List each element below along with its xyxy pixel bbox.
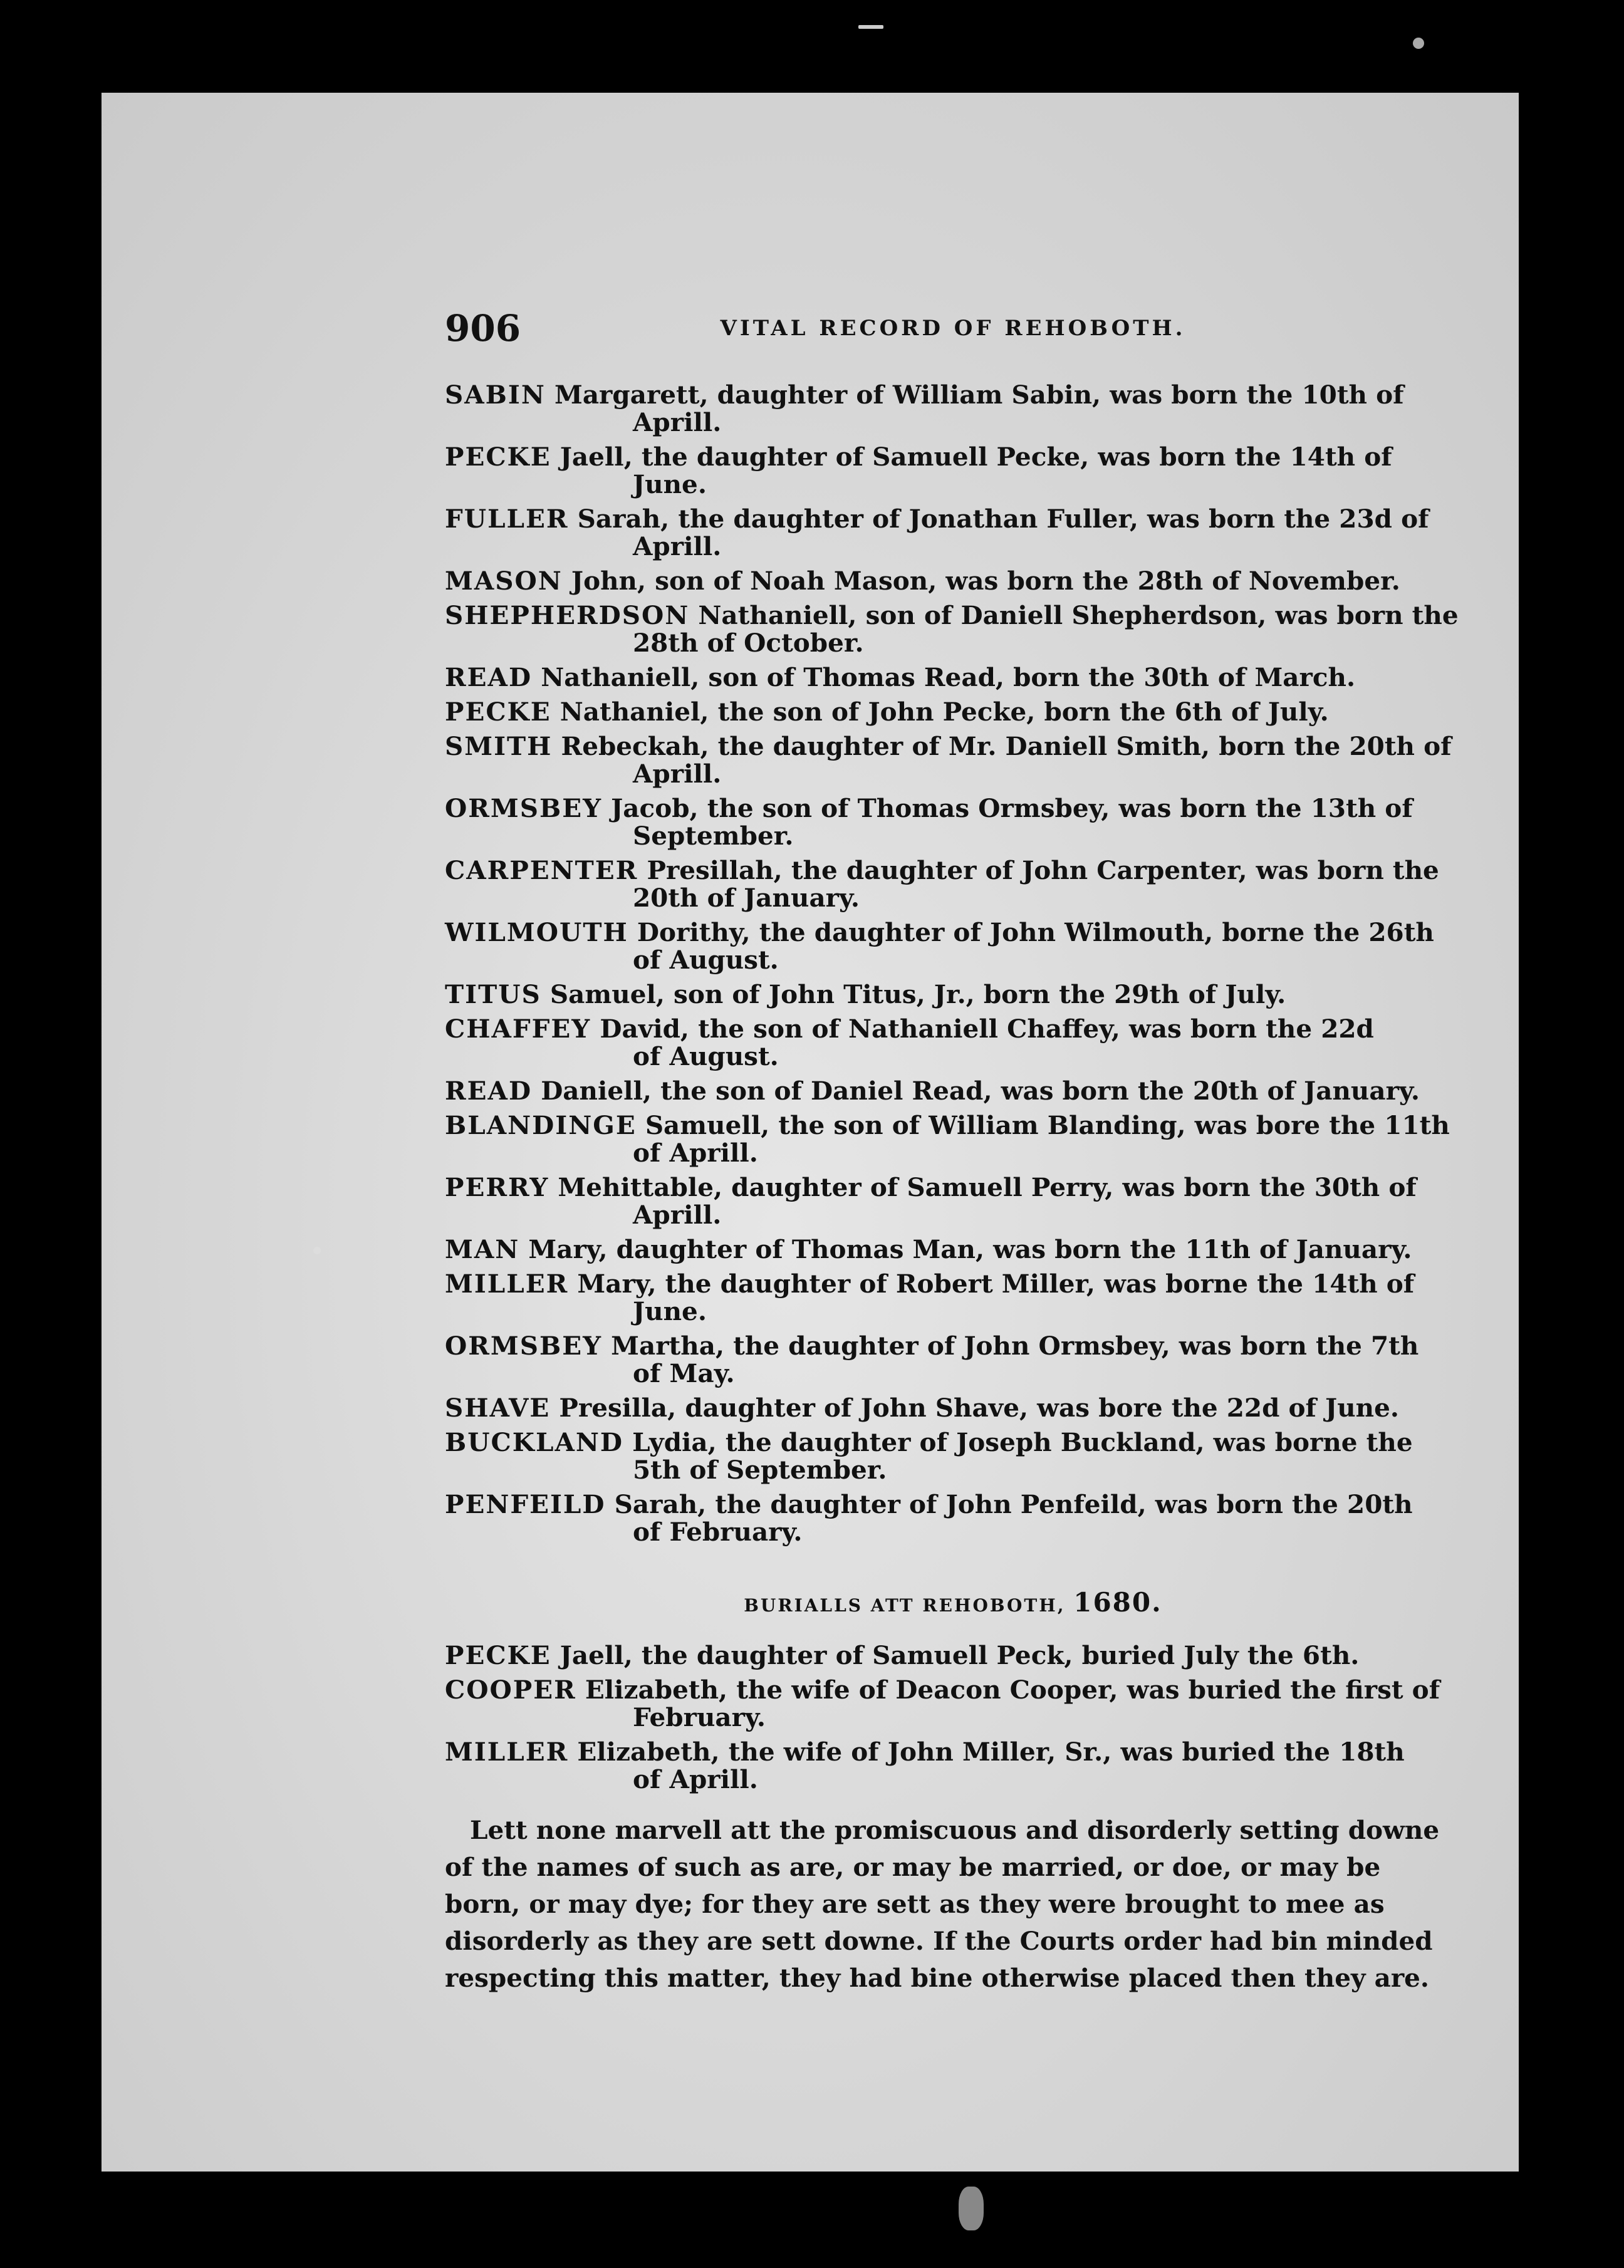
entry-text: Samuell, the son of William Blanding, was bore the 11th	[645, 1110, 1450, 1140]
entry-continuation: Aprill.	[633, 1200, 722, 1230]
entry-text: Dorithy, the daughter of John Wilmouth, borne the 26th	[637, 917, 1434, 947]
entry-continuation: 5th of September.	[633, 1455, 887, 1485]
surname: BUCKLAND	[445, 1427, 624, 1457]
entry-text: Jacob, the son of Thomas Ormsbey, was born the 13th of	[611, 793, 1413, 823]
entry-text: Jaell, the daughter of Samuell Peck, buried July the 6th.	[560, 1640, 1360, 1670]
record-entry	[445, 794, 1461, 850]
record-entry	[445, 1428, 1461, 1484]
burials-year: 1680.	[1073, 1587, 1162, 1618]
entry-continuation: of February.	[633, 1517, 803, 1547]
surname: PECKE	[445, 1640, 551, 1670]
burials-heading	[445, 1587, 1461, 1618]
closing-line: born, or may dye; for they are sett as they were brought to mee as	[445, 1889, 1385, 1919]
entry-continuation: Aprill.	[633, 759, 722, 789]
entry-text: Nathaniell, son of Daniell Shepherdson, was born the	[698, 600, 1459, 630]
record-entry	[445, 1490, 1461, 1546]
entry-text: Lydia, the daughter of Joseph Buckland, was borne the	[632, 1427, 1413, 1457]
entry-text: Mehittable, daughter of Samuell Perry, was born the 30th of	[558, 1172, 1417, 1202]
entry-continuation: Aprill.	[633, 407, 722, 437]
entry-text: Elizabeth, the wife of Deacon Cooper, was buried the first of	[585, 1675, 1440, 1705]
record-entry	[445, 1015, 1461, 1070]
entry-text: Daniell, the son of Daniel Read, was born the 20th of January.	[541, 1076, 1420, 1106]
record-entry	[445, 981, 1461, 1008]
record-entry	[445, 1332, 1461, 1387]
entry-continuation: of Aprill.	[633, 1138, 758, 1168]
entry-continuation: of Aprill.	[633, 1764, 758, 1794]
burial-entry	[445, 1738, 1461, 1793]
entry-continuation: Aprill.	[633, 531, 722, 561]
page-content	[445, 307, 1461, 1997]
burial-records-list	[445, 1641, 1461, 1793]
record-entry	[445, 918, 1461, 974]
record-entry	[445, 505, 1461, 560]
burials-heading-text: BURIALLS ATT REHOBOTH,	[744, 1595, 1066, 1616]
entry-text: Nathaniel, the son of John Pecke, born the 6th of July.	[560, 697, 1329, 727]
surname: MILLER	[445, 1269, 569, 1299]
entry-text: Elizabeth, the wife of John Miller, Sr., was buried the 18th	[577, 1737, 1405, 1767]
entry-text: John, son of Noah Mason, was born the 28th of November.	[571, 566, 1400, 596]
entry-text: Sarah, the daughter of John Penfeild, was born the 20th	[614, 1489, 1413, 1519]
record-entry	[445, 856, 1461, 912]
surname: WILMOUTH	[445, 917, 628, 947]
entry-text: Margarett, daughter of William Sabin, was born the 10th of	[554, 380, 1404, 410]
record-entry	[445, 601, 1461, 657]
entry-continuation: February.	[633, 1702, 766, 1732]
surname: BLANDINGE	[445, 1110, 637, 1140]
surname: CARPENTER	[445, 855, 638, 885]
entry-continuation: June.	[633, 1296, 707, 1326]
record-entry	[445, 1235, 1461, 1263]
closing-line: Lett none marvell att the promiscuous and disorderly setting downe	[470, 1815, 1440, 1845]
entry-text: Sarah, the daughter of Jonathan Fuller, was born the 23d of	[577, 504, 1429, 534]
surname: SHAVE	[445, 1393, 551, 1423]
record-entry	[445, 663, 1461, 691]
record-entry	[445, 1394, 1461, 1422]
entry-text: Jaell, the daughter of Samuell Pecke, was born the 14th of	[560, 442, 1392, 472]
entry-text: Martha, the daughter of John Ormsbey, was born the 7th	[611, 1331, 1419, 1361]
surname: COOPER	[445, 1675, 576, 1705]
entry-text: Presillah, the daughter of John Carpenter, was born the	[647, 855, 1439, 885]
record-entry	[445, 1111, 1461, 1167]
record-entry	[445, 381, 1461, 436]
record-entry	[445, 567, 1461, 595]
record-entry	[445, 1173, 1461, 1229]
entry-continuation: of August.	[633, 945, 779, 975]
entry-continuation: of August.	[633, 1041, 779, 1071]
surname: MILLER	[445, 1737, 569, 1767]
birth-records-list	[445, 381, 1461, 1546]
header-title: VITAL RECORD OF REHOBOTH.	[720, 316, 1186, 341]
surname: MASON	[445, 566, 563, 596]
closing-line: disorderly as they are sett downe. If the Courts order had bin minded	[445, 1926, 1433, 1956]
surname: SABIN	[445, 380, 546, 410]
entry-continuation: June.	[633, 469, 707, 499]
running-head	[445, 307, 1461, 357]
entry-text: Mary, the daughter of Robert Miller, was borne the 14th of	[577, 1269, 1415, 1299]
surname: MAN	[445, 1234, 520, 1264]
surname: FULLER	[445, 504, 569, 534]
scan-artifact	[858, 25, 883, 29]
entry-text: Presilla, daughter of John Shave, was bore the 22d of June.	[559, 1393, 1399, 1423]
entry-continuation: of May.	[633, 1358, 735, 1388]
burial-entry	[445, 1641, 1461, 1669]
surname: SHEPHERDSON	[445, 600, 690, 630]
surname: PECKE	[445, 697, 551, 727]
entry-text: Rebeckah, the daughter of Mr. Daniell Smith, born the 20th of	[561, 731, 1452, 761]
entry-text: David, the son of Nathaniell Chaffey, was born the 22d	[600, 1014, 1374, 1044]
surname: ORMSBEY	[445, 1331, 603, 1361]
record-entry	[445, 1077, 1461, 1105]
surname: PENFEILD	[445, 1489, 606, 1519]
entry-text: Samuel, son of John Titus, Jr., born the 29th of July.	[549, 979, 1286, 1009]
entry-continuation: September.	[633, 821, 794, 851]
entry-continuation: 20th of January.	[633, 883, 860, 913]
burial-entry	[445, 1676, 1461, 1731]
scan-artifact	[1413, 38, 1424, 49]
scan-artifact	[959, 2187, 984, 2230]
closing-paragraph	[445, 1812, 1461, 1997]
surname: PECKE	[445, 442, 551, 472]
surname: READ	[445, 1076, 533, 1106]
surname: PERRY	[445, 1172, 549, 1202]
record-entry	[445, 1270, 1461, 1325]
surname: SMITH	[445, 731, 553, 761]
scan-artifact	[313, 1247, 321, 1254]
record-entry	[445, 443, 1461, 498]
entry-continuation: 28th of October.	[633, 628, 864, 658]
record-entry	[445, 732, 1461, 788]
closing-line: of the names of such as are, or may be married, or doe, or may be	[445, 1852, 1381, 1882]
surname: ORMSBEY	[445, 793, 603, 823]
entry-text: Mary, daughter of Thomas Man, was born the 11th of January.	[528, 1234, 1412, 1264]
entry-text: Nathaniell, son of Thomas Read, born the 30th of March.	[541, 662, 1356, 692]
record-entry	[445, 698, 1461, 726]
page-number: 906	[445, 307, 521, 350]
closing-line: respecting this matter, they had bine otherwise placed then they are.	[445, 1963, 1430, 1993]
surname: CHAFFEY	[445, 1014, 591, 1044]
surname: TITUS	[445, 979, 541, 1009]
surname: READ	[445, 662, 533, 692]
scanned-page	[102, 93, 1519, 2172]
